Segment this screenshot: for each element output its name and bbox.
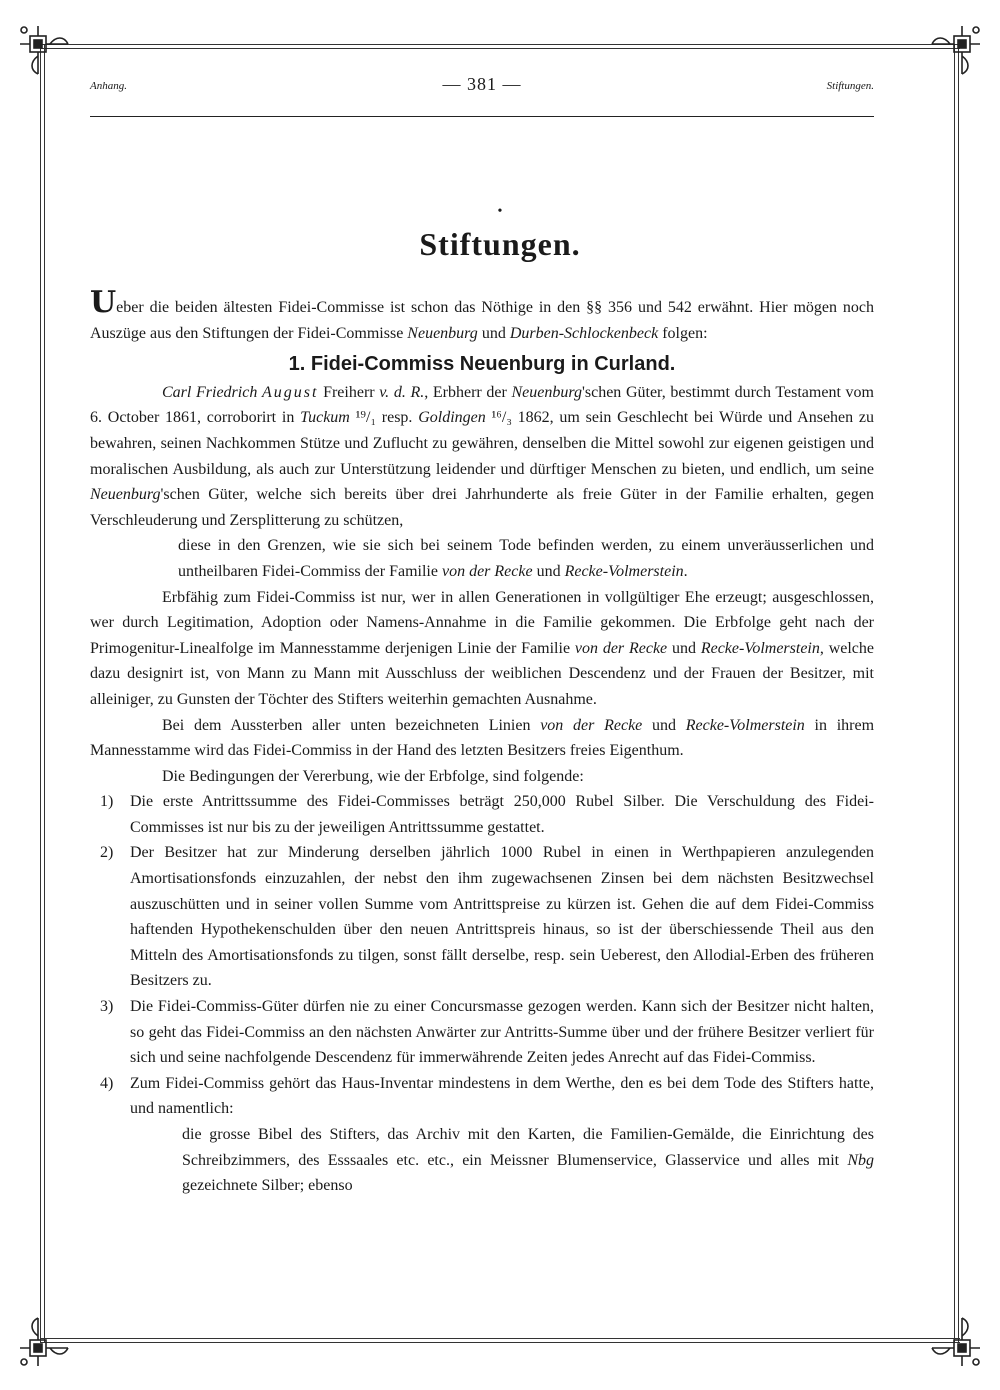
list-item-number: 2) (100, 844, 114, 862)
frame-bottom-rule (40, 1338, 960, 1343)
header-rule (90, 116, 874, 117)
paragraph-extinction: Bei dem Aussterben aller unten bezeichneten Linien von der Recke und Recke-Volmerstein in ihrem Mannesstamme wird das Fidei-Commiss in der Hand des letzten Besitzers freies Eigenthum. (90, 716, 875, 760)
list-item-text: Der Besitzer hat zur Minderung derselben jährlich 1000 Rubel in einen in Werthpapieren anzulegenden Amortisationsfonds einzuzahlen, der nebst den ihm zugewachsenen Zinsen bei dem nächsten Besitzwechsel auszuschütten und in seiner vollen Summe vom Antrittspreise zu kürzen ist. Gehen die auf dem Fidei-Commiss haftenden Hypothekenschulden über den neuen Antrittspreis hinaus, so ist der überschiessende Theil aus den Mitteln des Amortisationsfonds zu tilgen, sonst fällt derselbe, resp. sein Ueberest, den Allodial-Erben des früheren Besitzers zu. (130, 844, 874, 990)
list-item-number: 1) (100, 793, 114, 811)
list-item-text: Zum Fidei-Commiss gehört das Haus-Inventar mindestens in dem Werthe, den es bei dem Tode des Stifters hatte, und namentlich: (130, 1074, 874, 1118)
running-header (90, 74, 874, 100)
list-item (90, 994, 874, 1071)
paragraph-conditions: Die Bedingungen der Vererbung, wie der Erbfolge, sind folgende: (162, 767, 584, 785)
body-text (90, 285, 875, 1199)
list-item-text: Die Fidei-Commiss-Güter dürfen nie zu einer Concursmasse gezogen werden. Kann sich der Besitzer nicht halten, so geht das Fidei-Commiss an den nächsten Anwärter zur Antritts-Summe über und der frühere Besitzer verliert für sich und seine nachfolgende Descendenz für immerwährende Zeiten jedes Anrecht auf das Fidei-Commiss. (130, 998, 874, 1067)
list-item-text: Die erste Antrittssumme des Fidei-Commisses beträgt 250,000 Rubel Silber. Die Verschuldung des Fidei-Commisses ist nur bis zu der jeweiligen Antrittssumme gestattet. (130, 793, 874, 836)
drop-cap: U (90, 285, 117, 320)
list-item-number: 4) (100, 1074, 114, 1092)
page-number: — 381 — (442, 74, 522, 94)
list-item (90, 789, 874, 840)
list-item (90, 1071, 874, 1122)
paragraph-founder: Carl Friedrich August Freiherr v. d. R., Erbherr der Neuenburg'schen Güter, bestimmt durch Testament vom 6. October 1861, corroborirt in Tuckum ¹⁹/₁ resp. Goldingen ¹⁶/₃ 1862, um sein Geschlecht bei Würde und Ansehen zu bewahren, seinen Nachkommen Stütze und Zuflucht zu gewähren, denselben die Mittel sowohl zur eigenen geistigen und moralischen Ausbildung, als auch zur Unterstützung leidender und dürftiger Menschen zu bieten, und endlich, um seine Neuenburg'schen Güter, welche sich bereits über drei Jahrhunderte als freie Güter in der Familie erhalten, gegen Verschleuderung und Zersplitterung zu schützen, (90, 383, 874, 529)
list-item (90, 840, 874, 994)
title-ornament-icon: • (497, 204, 503, 219)
list-item-number: 3) (100, 998, 114, 1016)
corner-ornament-icon (928, 22, 984, 78)
frame-top-rule (40, 44, 960, 49)
paragraph-inventory: die grosse Bibel des Stifters, das Archiv mit den Karten, die Familien-Gemälde, die Einrichtung des Schreibzimmers, des Esssaales etc. etc., ein Meissner Blumenservice, Glasservice und alles mit Nbg gezeichnete Silber; ebenso (182, 1126, 874, 1195)
page-title: Stiftungen. (419, 226, 581, 262)
section-heading: 1. Fidei-Commiss Neuenburg in Curland. (288, 353, 676, 376)
paragraph-fideicommiss: diese in den Grenzen, wie sie sich bei seinem Tode befinden werden, zu einem unveräusserlichen und untheilbaren Fidei-Commiss der Familie von der Recke und Recke-Volmerstein. (178, 537, 874, 580)
corner-ornament-icon (16, 1314, 72, 1370)
paragraph-succession: Erbfähig zum Fidei-Commiss ist nur, wer in allen Generationen in vollgültiger Ehe erzeugt; ausgeschlossen, wer durch Legitimation, Adoption oder Namens-Annahme in die Familie gekommen. Die Erbfolge geht nach der Primogenitur-Linealfolge im Mannesstamme derjenigen Linie der Familie von der Recke und Recke-Volmerstein, welche dazu designirt ist, von Mann zu Mann mit Ausschluss der weiblichen Descendenz und der Frauen der Besitzer, mit alleiniger, zu Gunsten der Töchter des Stifters weiterhin gemachten Ausnahme. (90, 588, 875, 708)
corner-ornament-icon (928, 1314, 984, 1370)
intro-paragraph: Ueber die beiden ältesten Fidei-Commisse ist schon das Nöthige in den §§ 356 und 542 erwähnt. Hier mögen noch Auszüge aus den Stiftungen der Fidei-Commisse Neuenburg und Durben-Schlockenbeck folgen: (90, 285, 874, 342)
header-left: Anhang. (90, 80, 127, 92)
header-right: Stiftungen. (826, 80, 874, 92)
corner-ornament-icon (16, 22, 72, 78)
